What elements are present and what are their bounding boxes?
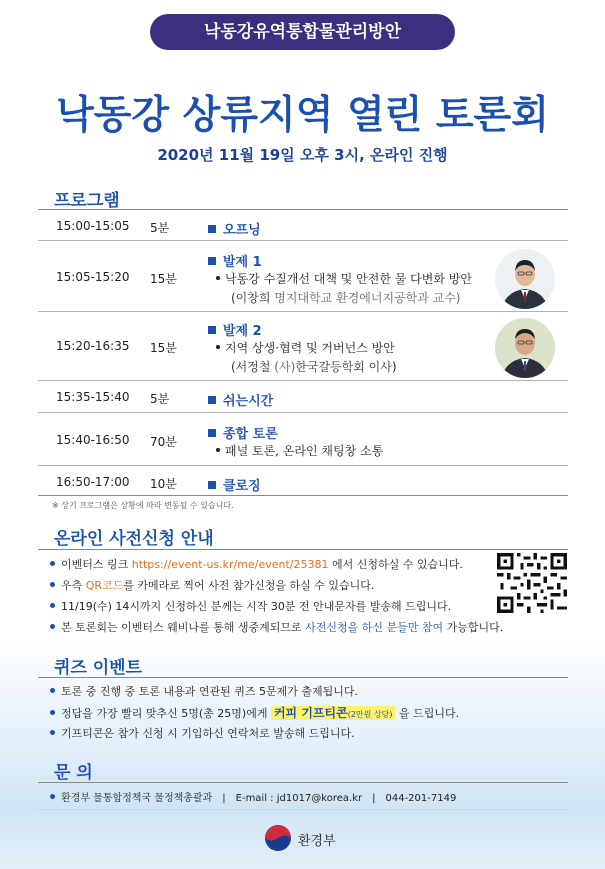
- row-divider: [38, 380, 568, 381]
- program-duration: 15분: [150, 341, 177, 355]
- program-heading: 클로징: [208, 475, 261, 494]
- program-speaker: (이창희 명지대학교 환경에너지공학과 교수): [231, 291, 461, 305]
- bullet-dot-icon: [50, 688, 55, 693]
- registration-section-title: 온라인 사전신청 안내: [54, 529, 214, 549]
- contact-line: 환경부 물통합정책국 물정책총괄과 | E-mail : jd1017@korea.kr | 044-201-7149: [50, 789, 456, 804]
- bullet-dot-icon: [50, 561, 55, 566]
- event-date: 2020년 11월 19일 오후 3시, 온라인 진행: [157, 146, 448, 164]
- bullet-dot-icon: [50, 794, 55, 799]
- program-time: 15:05-15:20: [56, 270, 130, 284]
- event-link[interactable]: https://event-us.kr/me/event/25381: [131, 558, 329, 571]
- program-time: 16:50-17:00: [56, 475, 130, 489]
- program-heading: 발제 2: [208, 320, 262, 339]
- square-bullet-icon: [208, 396, 216, 404]
- program-heading: 발제 1: [208, 251, 262, 270]
- qr-code-icon[interactable]: [497, 553, 567, 613]
- registration-divider: [38, 549, 568, 550]
- registration-line: 우측 QR코드를 카메라로 찍어 사전 참가신청을 하실 수 있습니다.: [50, 577, 374, 593]
- row-divider: [38, 412, 568, 413]
- bullet-dot-icon: [216, 345, 220, 349]
- program-time: 15:00-15:05: [56, 219, 130, 233]
- program-heading: 오프닝: [208, 219, 261, 238]
- gift-highlight: 커피 기프티콘(2만원 상당): [271, 706, 396, 720]
- program-speaker: (서정철 (사)한국갈등학회 이사): [231, 360, 397, 374]
- program-time: 15:35-15:40: [56, 390, 130, 404]
- bullet-dot-icon: [50, 710, 55, 715]
- quiz-line: 기프티콘은 참가 신청 시 기입하신 연락처로 발송해 드립니다.: [50, 725, 355, 741]
- program-divider-top: [38, 209, 568, 210]
- program-time: 15:20-16:35: [56, 339, 130, 353]
- program-note: ※ 상기 프로그램은 상황에 따라 변동될 수 있습니다.: [52, 501, 234, 510]
- registration-line: 이벤터스 링크 https://event-us.kr/me/event/25381 에서 신청하실 수 있습니다.: [50, 556, 463, 572]
- program-duration: 15분: [150, 272, 177, 286]
- square-bullet-icon: [208, 225, 216, 233]
- registration-line: 11/19(수) 14시까지 신청하신 분께는 시작 30분 전 안내문자를 발송해 드립니다.: [50, 598, 451, 614]
- program-detail: 패널 토론, 온라인 채팅창 소통: [216, 442, 383, 459]
- program-duration: 70분: [150, 435, 177, 449]
- row-divider: [38, 240, 568, 241]
- program-detail: 지역 상생·협력 및 거버넌스 방안: [216, 339, 395, 356]
- quiz-line: 정답을 가장 빨리 맞추신 5명(총 25명)에게 커피 기프티콘(2만원 상당) 을 드립니다.: [50, 704, 459, 721]
- square-bullet-icon: [208, 429, 216, 437]
- program-duration: 5분: [150, 221, 170, 235]
- bullet-dot-icon: [216, 448, 220, 452]
- footer-divider: [38, 809, 568, 810]
- row-divider: [38, 465, 568, 466]
- square-bullet-icon: [208, 326, 216, 334]
- contact-org: 환경부 물통합정책국 물정책총괄과: [61, 793, 213, 804]
- program-time: 15:40-16:50: [56, 433, 130, 447]
- square-bullet-icon: [208, 257, 216, 265]
- program-section-title: 프로그램: [54, 191, 120, 211]
- speaker-photo-1: [495, 249, 555, 309]
- contact-email[interactable]: E-mail : jd1017@korea.kr: [235, 793, 363, 804]
- bullet-dot-icon: [50, 624, 55, 629]
- bullet-dot-icon: [50, 730, 55, 735]
- quiz-line: 토론 중 진행 중 토론 내용과 연관된 퀴즈 5문제가 출제됩니다.: [50, 683, 358, 699]
- bullet-dot-icon: [50, 582, 55, 587]
- contact-phone: 044-201-7149: [385, 793, 457, 804]
- program-detail: 낙동강 수질개선 대책 및 안전한 물 다변화 방안: [216, 270, 472, 287]
- contact-section-title: 문 의: [54, 763, 93, 783]
- program-duration: 5분: [150, 392, 170, 406]
- registration-line: 본 토론회는 이벤터스 웨비나를 통해 생중계되므로 사전신청을 하신 분들만 참여 가능합니다.: [50, 619, 503, 635]
- bullet-dot-icon: [216, 276, 220, 280]
- quiz-divider: [38, 677, 568, 678]
- program-heading: 쉬는시간: [208, 390, 273, 409]
- contact-divider: [38, 782, 568, 783]
- ministry-name: 환경부: [298, 834, 336, 849]
- program-divider-bottom: [38, 495, 568, 496]
- square-bullet-icon: [208, 481, 216, 489]
- speaker-photo-2: [495, 318, 555, 378]
- page-title: 낙동강 상류지역 열린 토론회: [56, 93, 549, 138]
- program-duration: 10분: [150, 477, 177, 491]
- bullet-dot-icon: [50, 603, 55, 608]
- quiz-section-title: 퀴즈 이벤트: [54, 658, 143, 678]
- header-pill: 낙동강유역통합물관리방안: [150, 14, 455, 50]
- program-heading: 종합 토론: [208, 423, 278, 442]
- row-divider: [38, 311, 568, 312]
